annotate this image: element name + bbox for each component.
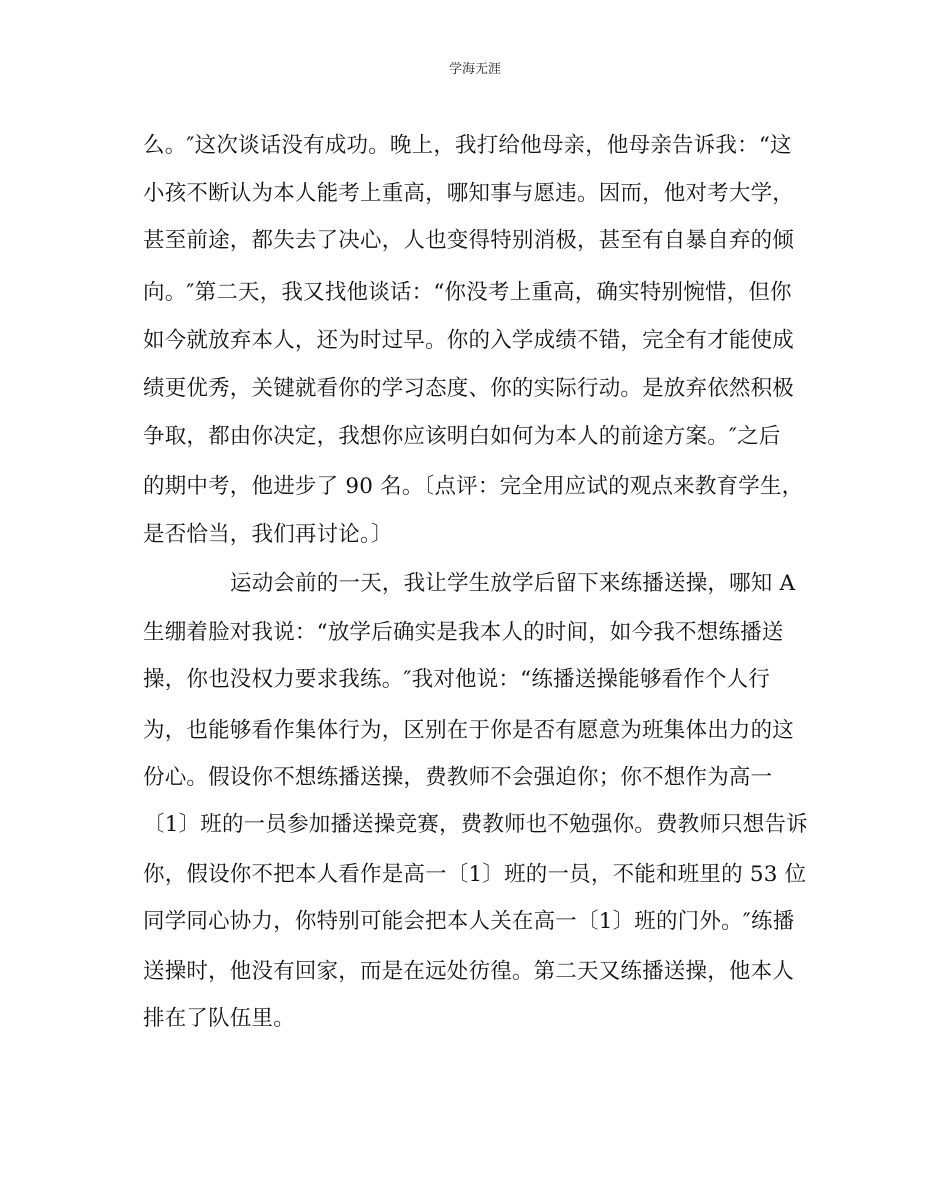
page-header: 学海无涯: [448, 62, 501, 77]
text-line: 操，你也没权力要求我练。″我对他说：“练播送操能够看作个人行: [143, 667, 771, 692]
paragraph-first-line: 运动会前的一天，我让学生放学后留下来练播送操，哪知 A: [230, 571, 796, 596]
text-line: 你，假设你不把本人看作是高一〔1〕班的一员，不能和班里的 53 位: [143, 862, 807, 887]
text-line: 的期中考，他进步了 90 名。〔点评：完全用应试的观点来教育学生，: [143, 474, 804, 499]
text-line: 份心。假设你不想练播送操，费教师不会强迫你；你不想作为高一: [143, 765, 773, 790]
text-line: 生绷着脸对我说：“放学后确实是我本人的时间，如今我不想练播送: [143, 620, 784, 645]
text-line: 争取，都由你决定，我想你应该明白如何为本人的前途方案。″之后: [143, 424, 781, 449]
text-line: 同学同心协力，你特别可能会把本人关在高一〔1〕班的门外。″练播: [143, 909, 795, 934]
text-line: 排在了队伍里。: [143, 1006, 295, 1031]
text-line: 如今就放弃本人，还为时过早。你的入学成绩不错，完全有才能使成: [143, 328, 795, 353]
text-line: 是否恰当，我们再讨论。〕: [143, 522, 393, 547]
text-line: 绩更优秀，关键就看你的学习态度、你的实际行动。是放弃依然积极: [143, 376, 795, 401]
text-line: 甚至前途，都失去了决心，人也变得特别消极，甚至有自暴自弃的倾: [143, 228, 795, 253]
text-line: 〔1〕班的一员参加播送操竞赛，费教师也不勉强你。费教师只想告诉: [143, 812, 808, 837]
text-line: 么。″这次谈话没有成功。晚上，我打给他母亲，他母亲告诉我：“这: [143, 133, 792, 158]
text-line: 向。″第二天，我又找他谈话：“你没考上重高，确实特别惋惜，但你: [143, 280, 792, 305]
text-line: 小孩不断认为本人能考上重高，哪知事与愿违。因而，他对考大学，: [143, 181, 795, 206]
text-line: 为，也能够看作集体行为，区别在于你是否有愿意为班集体出力的这: [143, 718, 795, 743]
text-line: 送操时，他没有回家，而是在远处彷徨。第二天又练播送操，他本人: [143, 959, 795, 984]
